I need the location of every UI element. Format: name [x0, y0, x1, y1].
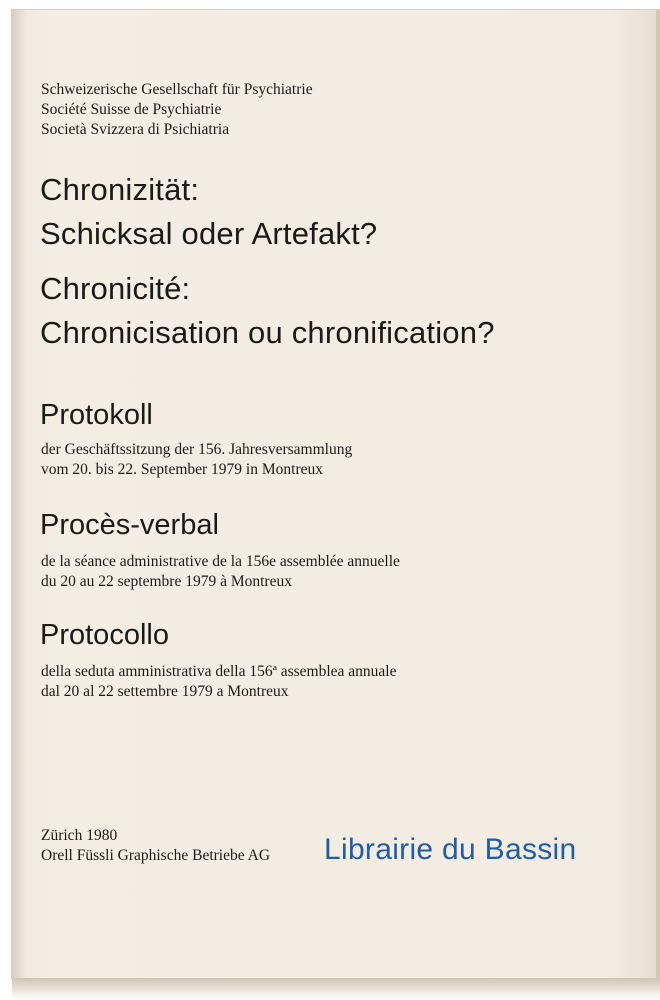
protocol-german-line1: der Geschäftssitzung der 156. Jahresversammlung — [41, 441, 353, 458]
imprint — [41, 826, 270, 866]
imprint-publisher: Orell Füssli Graphische Betriebe AG — [41, 847, 271, 864]
title-german-line2: Schicksal oder Artefakt? — [40, 216, 378, 251]
protocol-italian-heading: Protocollo — [40, 619, 169, 651]
title-german — [40, 168, 377, 256]
protocol-german-line2: vom 20. bis 22. September 1979 in Montreux — [41, 461, 323, 478]
spine-shadow — [12, 10, 26, 978]
protocol-french-heading: Procès-verbal — [40, 509, 219, 541]
protocol-german-heading: Protokoll — [40, 399, 153, 431]
society-name-de: Schweizerische Gesellschaft für Psychiatrie — [41, 81, 313, 98]
protocol-italian-details — [41, 662, 397, 702]
page-bottom-edge — [12, 978, 660, 1000]
protocol-french-line1: de la séance administrative de la 156e assemblée annuelle — [41, 553, 400, 570]
protocol-german-details — [41, 440, 352, 480]
imprint-place-year: Zürich 1980 — [41, 827, 118, 844]
title-french-line1: Chronicité: — [40, 271, 191, 306]
protocol-italian-line1: della seduta amministrativa della 156ª assemblea annuale — [41, 663, 397, 680]
protocol-french-line2: du 20 au 22 septembre 1979 à Montreux — [41, 573, 292, 590]
protocol-italian-line2: dal 20 al 22 settembre 1979 a Montreux — [41, 683, 289, 700]
page-edge — [656, 10, 660, 978]
title-french — [40, 267, 495, 355]
society-name-fr: Société Suisse de Psychiatrie — [41, 101, 222, 118]
protocol-french-details — [41, 552, 400, 592]
title-french-line2: Chronicisation ou chronification? — [40, 315, 495, 350]
society-names — [41, 80, 313, 140]
society-name-it: Società Svizzera di Psichiatria — [41, 121, 230, 138]
title-german-line1: Chronizität: — [40, 172, 200, 207]
bookseller-watermark: Librairie du Bassin — [324, 833, 577, 866]
